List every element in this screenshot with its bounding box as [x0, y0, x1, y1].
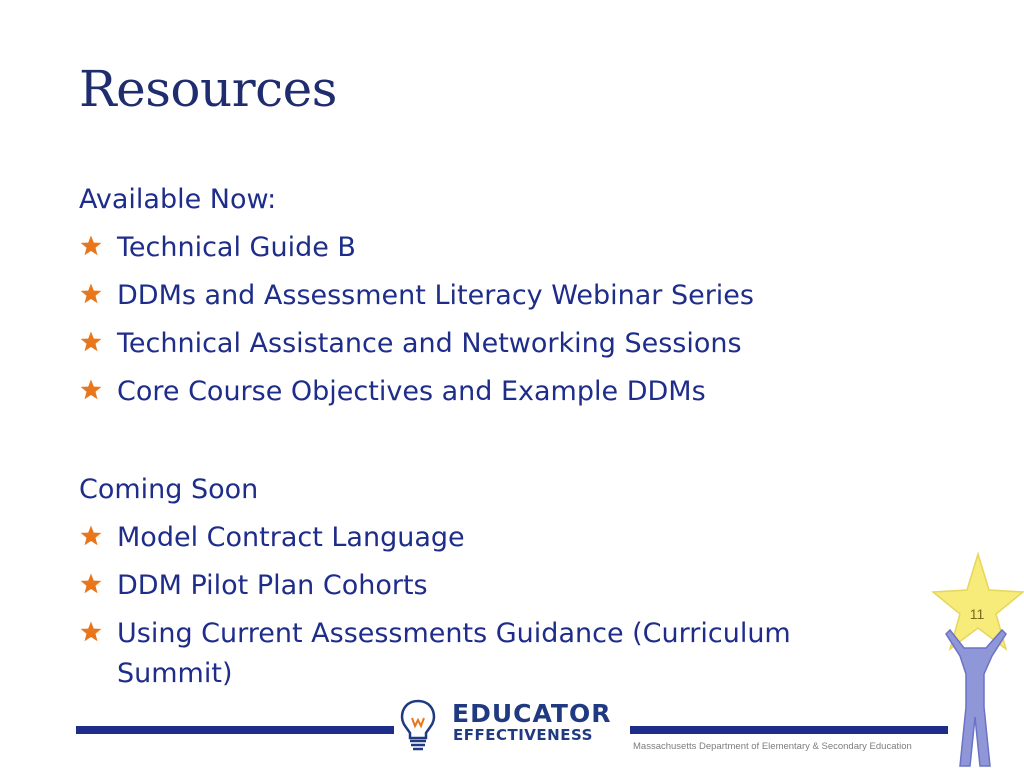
- star-icon: [79, 234, 103, 258]
- logo-text-educator: EDUCATOR: [452, 699, 612, 728]
- logo-text-effectiveness: EFFECTIVENESS: [453, 726, 593, 744]
- section-heading: Available Now:: [79, 184, 277, 215]
- slide-body: [79, 176, 879, 694]
- star-icon: [79, 620, 103, 644]
- lightbulb-icon: [398, 698, 438, 754]
- star-icon: [79, 572, 103, 596]
- section-available-now: [79, 176, 879, 416]
- footer-bar-left: [76, 726, 394, 734]
- footer-organization: Massachusetts Department of Elementary & Secondary Education: [633, 741, 912, 752]
- list-item: [79, 272, 879, 320]
- section-coming-soon: [79, 466, 879, 694]
- list-item: [79, 224, 879, 272]
- list-item: [79, 562, 879, 610]
- list-item-text: Technical Assistance and Networking Sessions: [117, 328, 742, 359]
- star-icon: [79, 524, 103, 548]
- page-number: 11: [969, 606, 985, 622]
- list-item-text: Technical Guide B: [117, 232, 356, 263]
- star-icon: [79, 330, 103, 354]
- slide-title: Resources: [79, 60, 337, 118]
- list-item: [79, 368, 879, 416]
- star-icon: [79, 282, 103, 306]
- list-item-text: Using Current Assessments Guidance (Curriculum Summit): [117, 618, 791, 689]
- footer-bar-right: [630, 726, 948, 734]
- list-item-text: DDMs and Assessment Literacy Webinar Series: [117, 280, 754, 311]
- list-item-text: DDM Pilot Plan Cohorts: [117, 570, 428, 601]
- section-heading: Coming Soon: [79, 474, 259, 505]
- list-item: [79, 610, 877, 694]
- star-icon: [79, 378, 103, 402]
- list-item: [79, 514, 879, 562]
- star-person-icon: [920, 552, 1024, 768]
- list-item-text: Model Contract Language: [117, 522, 465, 553]
- list-item-text: Core Course Objectives and Example DDMs: [117, 376, 706, 407]
- list-item: [79, 320, 879, 368]
